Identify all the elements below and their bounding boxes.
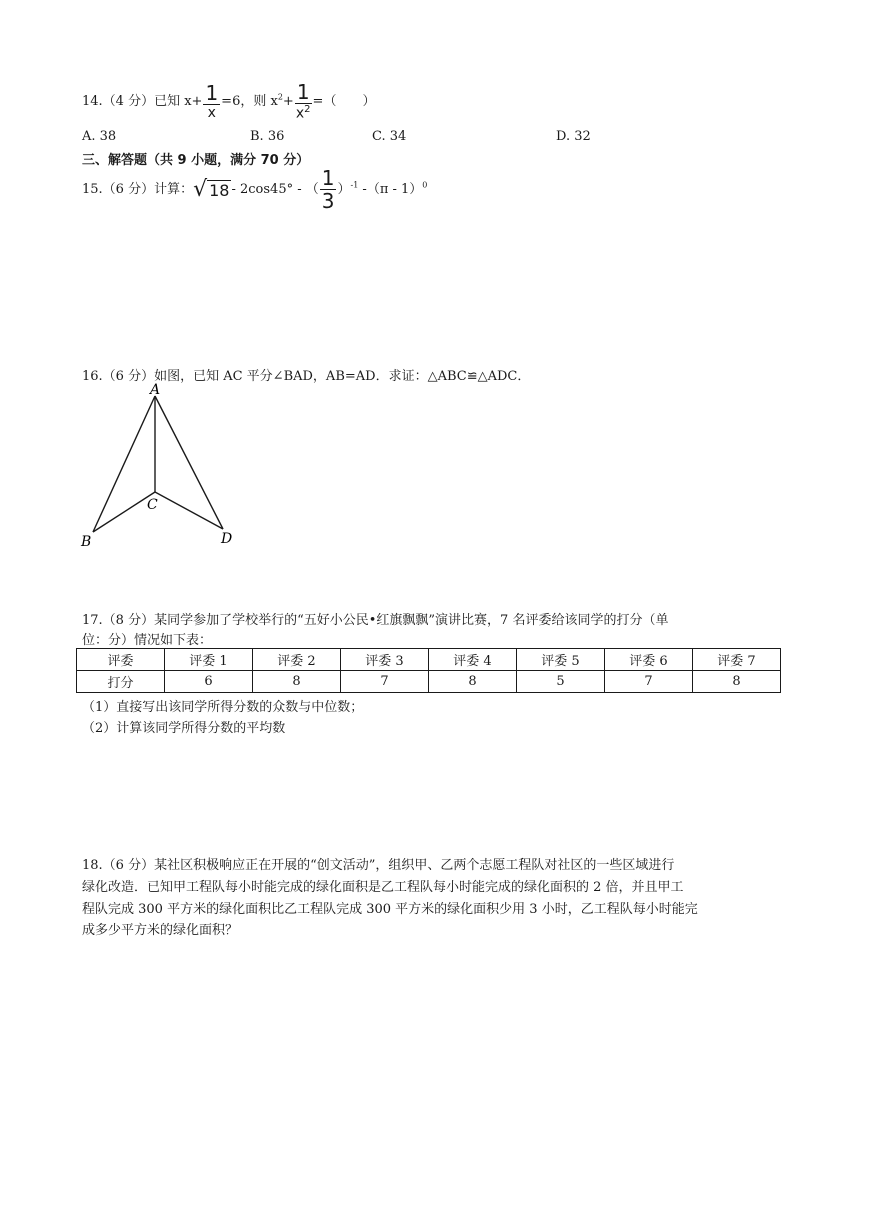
table-cell: 8	[253, 671, 341, 693]
table-row	[77, 649, 781, 671]
q15-mid: - 2cos45° - （	[231, 182, 319, 197]
table-cell: 评委 5	[517, 649, 605, 671]
table-cell: 7	[605, 671, 693, 693]
q17-line-2: 位：分）情况如下表：	[82, 633, 213, 648]
q18-line-2: 绿化改造．已知甲工程队每小时能完成的绿化面积是乙工程队每小时能完成的绿化面积的 2 倍，并且甲工	[82, 880, 684, 895]
q14-frac2-numerator: 1	[296, 80, 310, 104]
q14-fraction-1	[203, 80, 220, 121]
q14-option-a: A. 38	[82, 129, 117, 144]
question-16-stem: 16.（6 分）如图，已知 AC 平分∠BAD，AB=AD．求证：△ABC≌△ADC．	[82, 369, 531, 384]
q15-frac-numerator: 1	[321, 166, 335, 190]
q17-sub-1: （1）直接写出该同学所得分数的众数与中位数；	[82, 700, 364, 715]
section-3-heading: 三、解答题（共 9 小题，满分 70 分）	[82, 153, 310, 168]
vertex-label-d: D	[221, 531, 233, 547]
segment-ad	[155, 396, 223, 529]
q14-option-c: C. 34	[372, 129, 407, 144]
table-cell: 评委 3	[341, 649, 429, 671]
table-cell: 评委 7	[693, 649, 781, 671]
q14-frac2-denominator	[295, 105, 312, 121]
table-cell: 评委 6	[605, 649, 693, 671]
q15-close-paren: ）	[337, 182, 351, 197]
q18-line-3: 程队完成 300 平方米的绿化面积比乙工程队完成 300 平方米的绿化面积少用 3 小时，乙工程队每小时能完	[82, 902, 698, 917]
q17-line-1: 17.（8 分）某同学参加了学校举行的“五好小公民•红旗飘飘”演讲比赛，7 名评委给该同学的打分（单	[82, 613, 669, 628]
table-cell: 评委	[77, 649, 165, 671]
table-cell: 7	[341, 671, 429, 693]
q18-line-1: 18.（6 分）某社区积极响应正在开展的“创文活动”，组织甲、乙两个志愿工程队对社区的一些区域进行	[82, 858, 675, 873]
table-cell: 打分	[77, 671, 165, 693]
q17-sub-2: （2）计算该同学所得分数的平均数	[82, 721, 286, 736]
question-14-stem	[82, 82, 375, 121]
table-cell: 评委 1	[165, 649, 253, 671]
q15-frac-denominator: 3	[321, 189, 335, 213]
q14-frac1-denominator: x	[207, 104, 216, 121]
q14-prefix: 14.（4 分）已知 x+	[82, 93, 203, 109]
table-cell: 评委 2	[253, 649, 341, 671]
question-15-stem	[82, 168, 427, 211]
table-cell: 5	[517, 671, 605, 693]
table-cell: 8	[429, 671, 517, 693]
vertex-label-c: C	[147, 497, 158, 513]
vertex-label-b: B	[81, 534, 92, 550]
q14-frac1-numerator: 1	[205, 80, 219, 105]
q14-mid: =6，则 x	[221, 93, 278, 109]
table-row	[77, 671, 781, 693]
q14-frac2-den-exponent: 2	[304, 104, 311, 115]
q15-radicand: 18	[209, 181, 230, 200]
q14-option-b: B. 36	[250, 129, 285, 144]
q15-fraction	[320, 168, 337, 211]
triangle-diagram	[78, 382, 248, 552]
q14-suffix: =（ ）	[312, 93, 376, 109]
table-cell: 评委 4	[429, 649, 517, 671]
q14-superscript: 2	[277, 92, 283, 102]
q15-suffix: -（π - 1）	[358, 182, 423, 197]
q15-prefix: 15.（6 分）计算：	[82, 182, 194, 197]
table-cell: 8	[693, 671, 781, 693]
q15-suffix-exponent: 0	[422, 180, 428, 190]
q18-line-4: 成多少平方米的绿化面积？	[82, 923, 239, 938]
q14-frac2-den-base: x	[295, 105, 305, 122]
score-table	[76, 648, 781, 693]
q14-plus: +	[282, 93, 294, 109]
table-cell: 6	[165, 671, 253, 693]
q15-exponent: -1	[350, 180, 359, 190]
q14-option-d: D. 32	[556, 129, 591, 144]
vertex-label-a: A	[150, 382, 161, 398]
q15-sqrt: √ 18	[193, 177, 230, 202]
q14-fraction-2	[295, 82, 312, 121]
